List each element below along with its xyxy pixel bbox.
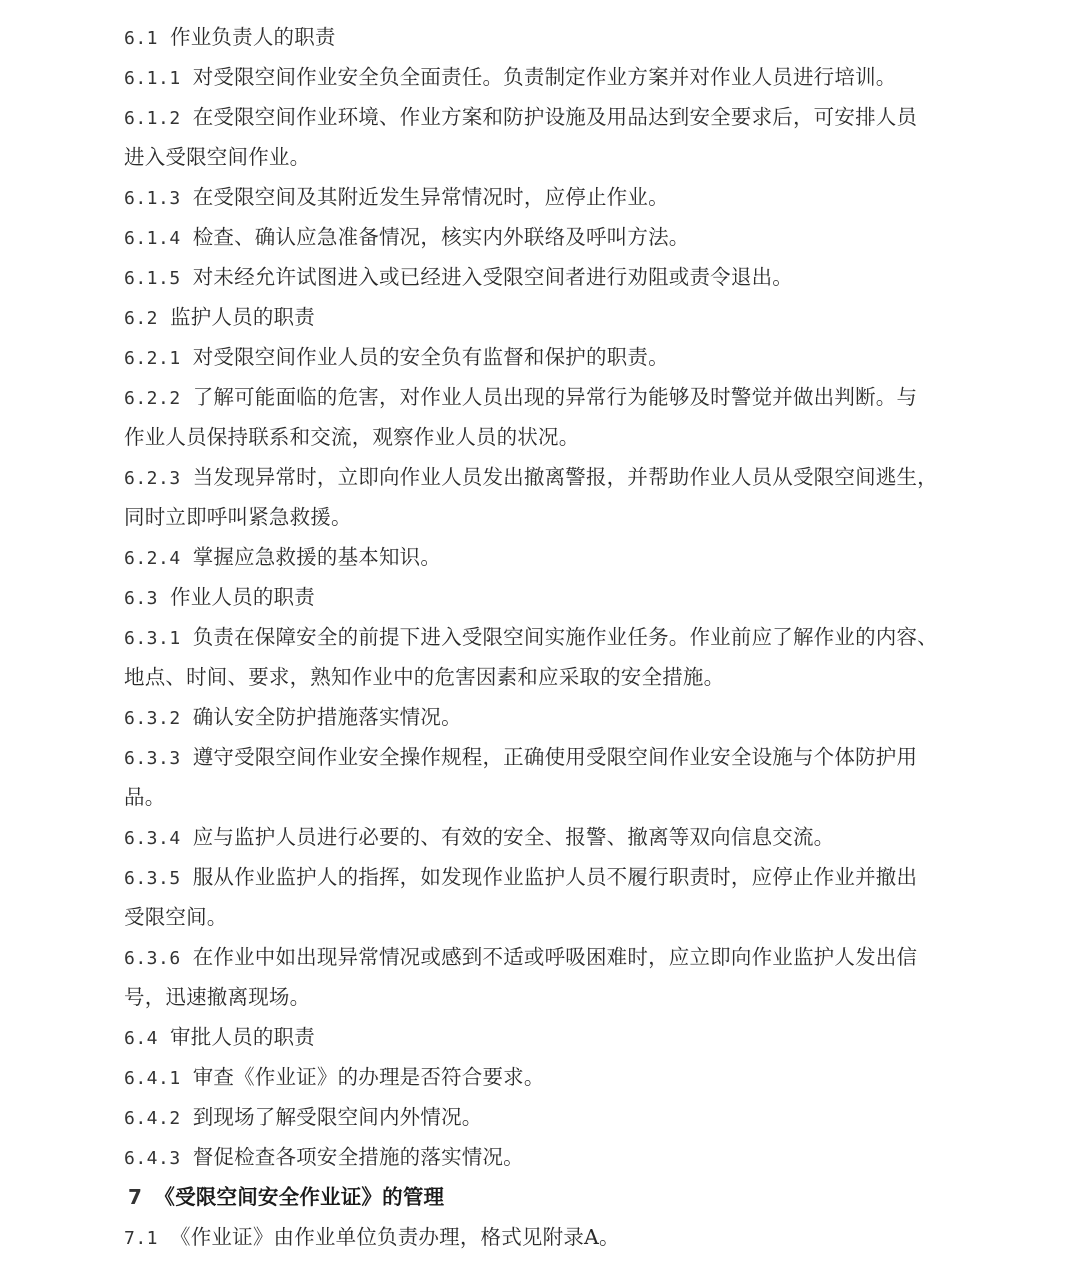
clause-6-1-3 (124, 182, 669, 212)
clause-text: 督促检查各项安全措施的落实情况。 (192, 1145, 524, 1169)
clause-text: 确认安全防护措施落实情况。 (192, 705, 462, 729)
heading-6-3 (124, 582, 315, 612)
clause-text: 作业人员保持联系和交流，观察作业人员的状况。 (124, 425, 580, 449)
clause-number: 6.1.5 (124, 268, 181, 289)
clause-6-3-4 (124, 822, 834, 852)
clause-6-3-3 (124, 742, 917, 772)
clause-text: 应与监护人员进行必要的、有效的安全、报警、撤离等双向信息交流。 (192, 825, 835, 849)
clause-number: 6.3 (124, 588, 159, 609)
clause-6-1-5 (124, 262, 793, 292)
clause-number: 6.2.2 (124, 388, 181, 409)
clause-text: 负责在保障安全的前提下进入受限空间实施作业任务。作业前应了解作业的内容、 (192, 625, 938, 649)
clause-6-3-6 (124, 942, 917, 972)
clause-text: 遵守受限空间作业安全操作规程，正确使用受限空间作业安全设施与个体防护用 (192, 745, 918, 769)
clause-number: 6.4.2 (124, 1108, 181, 1129)
clause-text: 品。 (124, 785, 166, 809)
clause-text: 地点、时间、要求，熟知作业中的危害因素和应采取的安全措施。 (124, 665, 725, 689)
clause-continuation (124, 142, 310, 172)
clause-number: 6.4.3 (124, 1148, 181, 1169)
clause-6-2-4 (124, 542, 441, 572)
clause-text: 对受限空间作业人员的安全负有监督和保护的职责。 (192, 345, 669, 369)
clause-text: 服从作业监护人的指挥，如发现作业监护人员不履行职责时，应停止作业并撤出 (192, 865, 918, 889)
clause-number: 6.2.1 (124, 348, 181, 369)
clause-text: 同时立即呼叫紧急救援。 (124, 505, 352, 529)
clause-6-1-4 (124, 222, 690, 252)
clause-number: 6.2.3 (124, 468, 181, 489)
clause-number: 6.3.1 (124, 628, 181, 649)
clause-text: 作业人员的职责 (170, 585, 315, 609)
clause-continuation (124, 782, 165, 812)
clause-number: 6.2 (124, 308, 159, 329)
clause-text: 《作业证》由作业单位负责办理，格式见附录A。 (170, 1225, 620, 1249)
section-title: 《受限空间安全作业证》的管理 (154, 1185, 445, 1209)
clause-text: 当发现异常时，立即向作业人员发出撤离警报，并帮助作业人员从受限空间逃生， (192, 465, 938, 489)
clause-text: 检查、确认应急准备情况，核实内外联络及呼叫方法。 (192, 225, 690, 249)
clause-number: 6.3.6 (124, 948, 181, 969)
clause-6-1-2 (124, 102, 917, 132)
clause-6-4-2 (124, 1102, 483, 1132)
clause-number: 6.3.5 (124, 868, 181, 889)
clause-6-2-1 (124, 342, 669, 372)
heading-6-1 (124, 22, 336, 52)
clause-number: 6.3.4 (124, 828, 181, 849)
clause-continuation (124, 662, 724, 692)
clause-text: 作业负责人的职责 (170, 25, 336, 49)
clause-number: 6.1.4 (124, 228, 181, 249)
heading-6-4 (124, 1022, 315, 1052)
clause-number: 7.1 (124, 1228, 159, 1249)
clause-continuation (124, 902, 228, 932)
clause-continuation (124, 982, 310, 1012)
clause-6-3-2 (124, 702, 462, 732)
clause-text: 受限空间。 (124, 905, 228, 929)
clause-continuation (124, 502, 352, 532)
clause-text: 审查《作业证》的办理是否符合要求。 (192, 1065, 545, 1089)
clause-text: 监护人员的职责 (170, 305, 315, 329)
clause-text: 审批人员的职责 (170, 1025, 315, 1049)
clause-number: 6.4.1 (124, 1068, 181, 1089)
clause-number: 6.1.1 (124, 68, 181, 89)
clause-6-4-1 (124, 1062, 545, 1092)
clause-number: 6.1 (124, 28, 159, 49)
clause-text: 进入受限空间作业。 (124, 145, 311, 169)
clause-number: 6.2.4 (124, 548, 181, 569)
clause-6-2-2 (124, 382, 917, 412)
heading-6-2 (124, 302, 315, 332)
clause-number: 6.1.3 (124, 188, 181, 209)
clause-text: 号，迅速撤离现场。 (124, 985, 311, 1009)
section-number: 7 (128, 1185, 143, 1209)
clause-number: 6.4 (124, 1028, 159, 1049)
clause-text: 对受限空间作业安全负全面责任。负责制定作业方案并对作业人员进行培训。 (192, 65, 897, 89)
clause-text: 到现场了解受限空间内外情况。 (192, 1105, 483, 1129)
clause-number: 6.3.3 (124, 748, 181, 769)
clause-text: 掌握应急救援的基本知识。 (192, 545, 442, 569)
section-7-heading (128, 1182, 444, 1212)
clause-text: 在作业中如出现异常情况或感到不适或呼吸困难时，应立即向作业监护人发出信 (192, 945, 918, 969)
clause-6-3-1 (124, 622, 938, 652)
clause-text: 了解可能面临的危害，对作业人员出现的异常行为能够及时警觉并做出判断。与 (192, 385, 918, 409)
clause-6-2-3 (124, 462, 938, 492)
clause-6-1-1 (124, 62, 897, 92)
clause-number: 6.3.2 (124, 708, 181, 729)
clause-6-3-5 (124, 862, 917, 892)
clause-continuation (124, 422, 579, 452)
clause-6-4-3 (124, 1142, 524, 1172)
clause-number: 6.1.2 (124, 108, 181, 129)
clause-text: 对未经允许试图进入或已经进入受限空间者进行劝阻或责令退出。 (192, 265, 793, 289)
clause-7-1 (124, 1222, 620, 1252)
clause-text: 在受限空间作业环境、作业方案和防护设施及用品达到安全要求后，可安排人员 (192, 105, 918, 129)
clause-text: 在受限空间及其附近发生异常情况时，应停止作业。 (192, 185, 669, 209)
